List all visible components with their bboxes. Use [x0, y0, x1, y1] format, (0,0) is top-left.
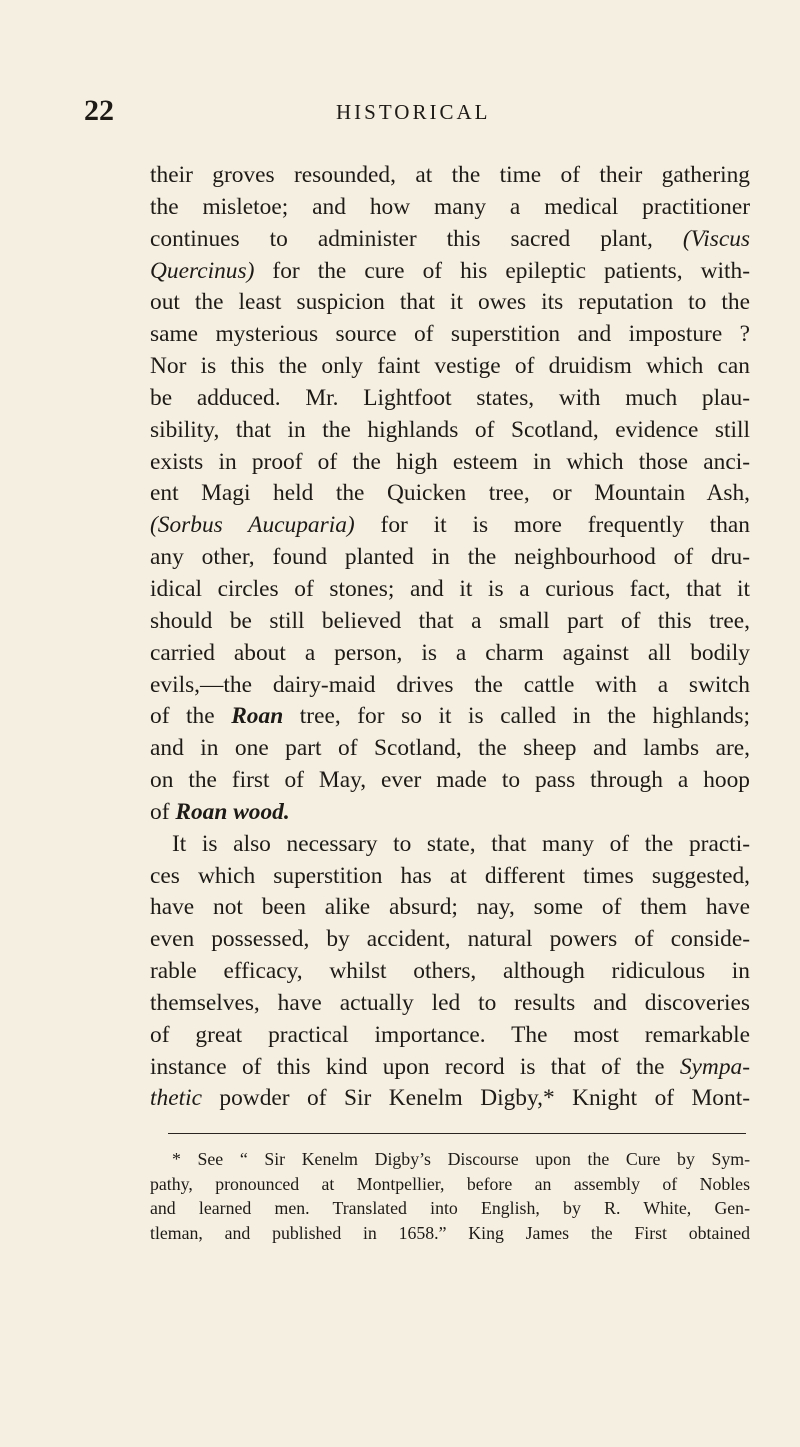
text-line: out the least suspicion that it owes its reputation to the — [150, 289, 750, 316]
footnote-line: tleman, and published in 1658.” King James the First obtained — [150, 1222, 750, 1243]
footnote-line: and learned men. Translated into English, by R. White, Gen- — [150, 1198, 750, 1219]
text-line: the misletoe; and how many a medical practitioner — [150, 193, 750, 220]
text-line: thetic powder of Sir Kenelm Digby,* Knight of Mont- — [150, 1085, 750, 1112]
italic-term: thetic — [150, 1085, 202, 1112]
footnote — [150, 1147, 750, 1245]
text-line: on the first of May, ever made to pass through a hoop — [150, 767, 750, 794]
text-line: rable efficacy, whilst others, although ridiculous in — [150, 958, 750, 985]
italic-term: Roan — [231, 703, 284, 730]
text-line: themselves, have actually led to results and discoveries — [150, 989, 750, 1016]
text-line: have not been alike absurd; nay, some of them have — [150, 894, 750, 921]
italic-term: (Sorbus Aucuparia) — [150, 512, 355, 539]
text-line: same mysterious source of superstition and imposture ? — [150, 321, 750, 348]
italic-term: Roan wood. — [175, 798, 290, 825]
body-text — [150, 160, 750, 1115]
footnote-line: * See “ Sir Kenelm Digby’s Discourse upon the Cure by Sym- — [172, 1149, 750, 1169]
italic-term: Quercinus) — [150, 257, 255, 284]
text-line: should be still believed that a small part of this tree, — [150, 607, 750, 634]
text-line: continues to administer this sacred plant, (Viscus — [150, 225, 750, 252]
running-head: HISTORICAL — [336, 100, 491, 124]
text-line: (Sorbus Aucuparia) for it is more frequently than — [150, 512, 750, 539]
text-line: be adduced. Mr. Lightfoot states, with much plau- — [150, 384, 750, 411]
text-line: of Roan wood. — [150, 798, 290, 825]
text-line: instance of this kind upon record is that of the Sympa- — [150, 1053, 750, 1080]
text-line: sibility, that in the highlands of Scotland, evidence still — [150, 416, 750, 443]
text-line: of great practical importance. The most remarkable — [150, 1021, 750, 1048]
text-line: their groves resounded, at the time of their gathering — [150, 162, 750, 188]
text-line: of the Roan tree, for so it is called in the highlands; — [150, 703, 750, 730]
text-line: idical circles of stones; and it is a curious fact, that it — [150, 575, 750, 602]
page-header — [84, 94, 720, 134]
italic-term: (Viscus — [682, 225, 750, 252]
text-line: exists in proof of the high esteem in which those anci- — [150, 448, 750, 475]
italic-term: Sympa- — [679, 1053, 750, 1080]
text-line: Quercinus) for the cure of his epileptic patients, with- — [150, 257, 750, 284]
text-line: It is also necessary to state, that many of the practi- — [172, 830, 750, 857]
text-line: carried about a person, is a charm against all bodily — [150, 639, 750, 666]
text-line: ces which superstition has at different times suggested, — [150, 862, 750, 889]
text-line: and in one part of Scotland, the sheep and lambs are, — [150, 735, 750, 762]
text-line: even possessed, by accident, natural powers of conside- — [150, 926, 750, 953]
page-number: 22 — [84, 94, 114, 127]
text-line: Nor is this the only faint vestige of druidism which can — [150, 353, 750, 380]
text-line: any other, found planted in the neighbourhood of dru- — [150, 544, 750, 571]
footnote-divider — [168, 1133, 746, 1134]
text-line: evils,—the dairy-maid drives the cattle with a switch — [150, 671, 750, 698]
footnote-line: pathy, pronounced at Montpellier, before an assembly of Nobles — [150, 1173, 750, 1194]
text-line: ent Magi held the Quicken tree, or Mountain Ash, — [150, 480, 750, 507]
